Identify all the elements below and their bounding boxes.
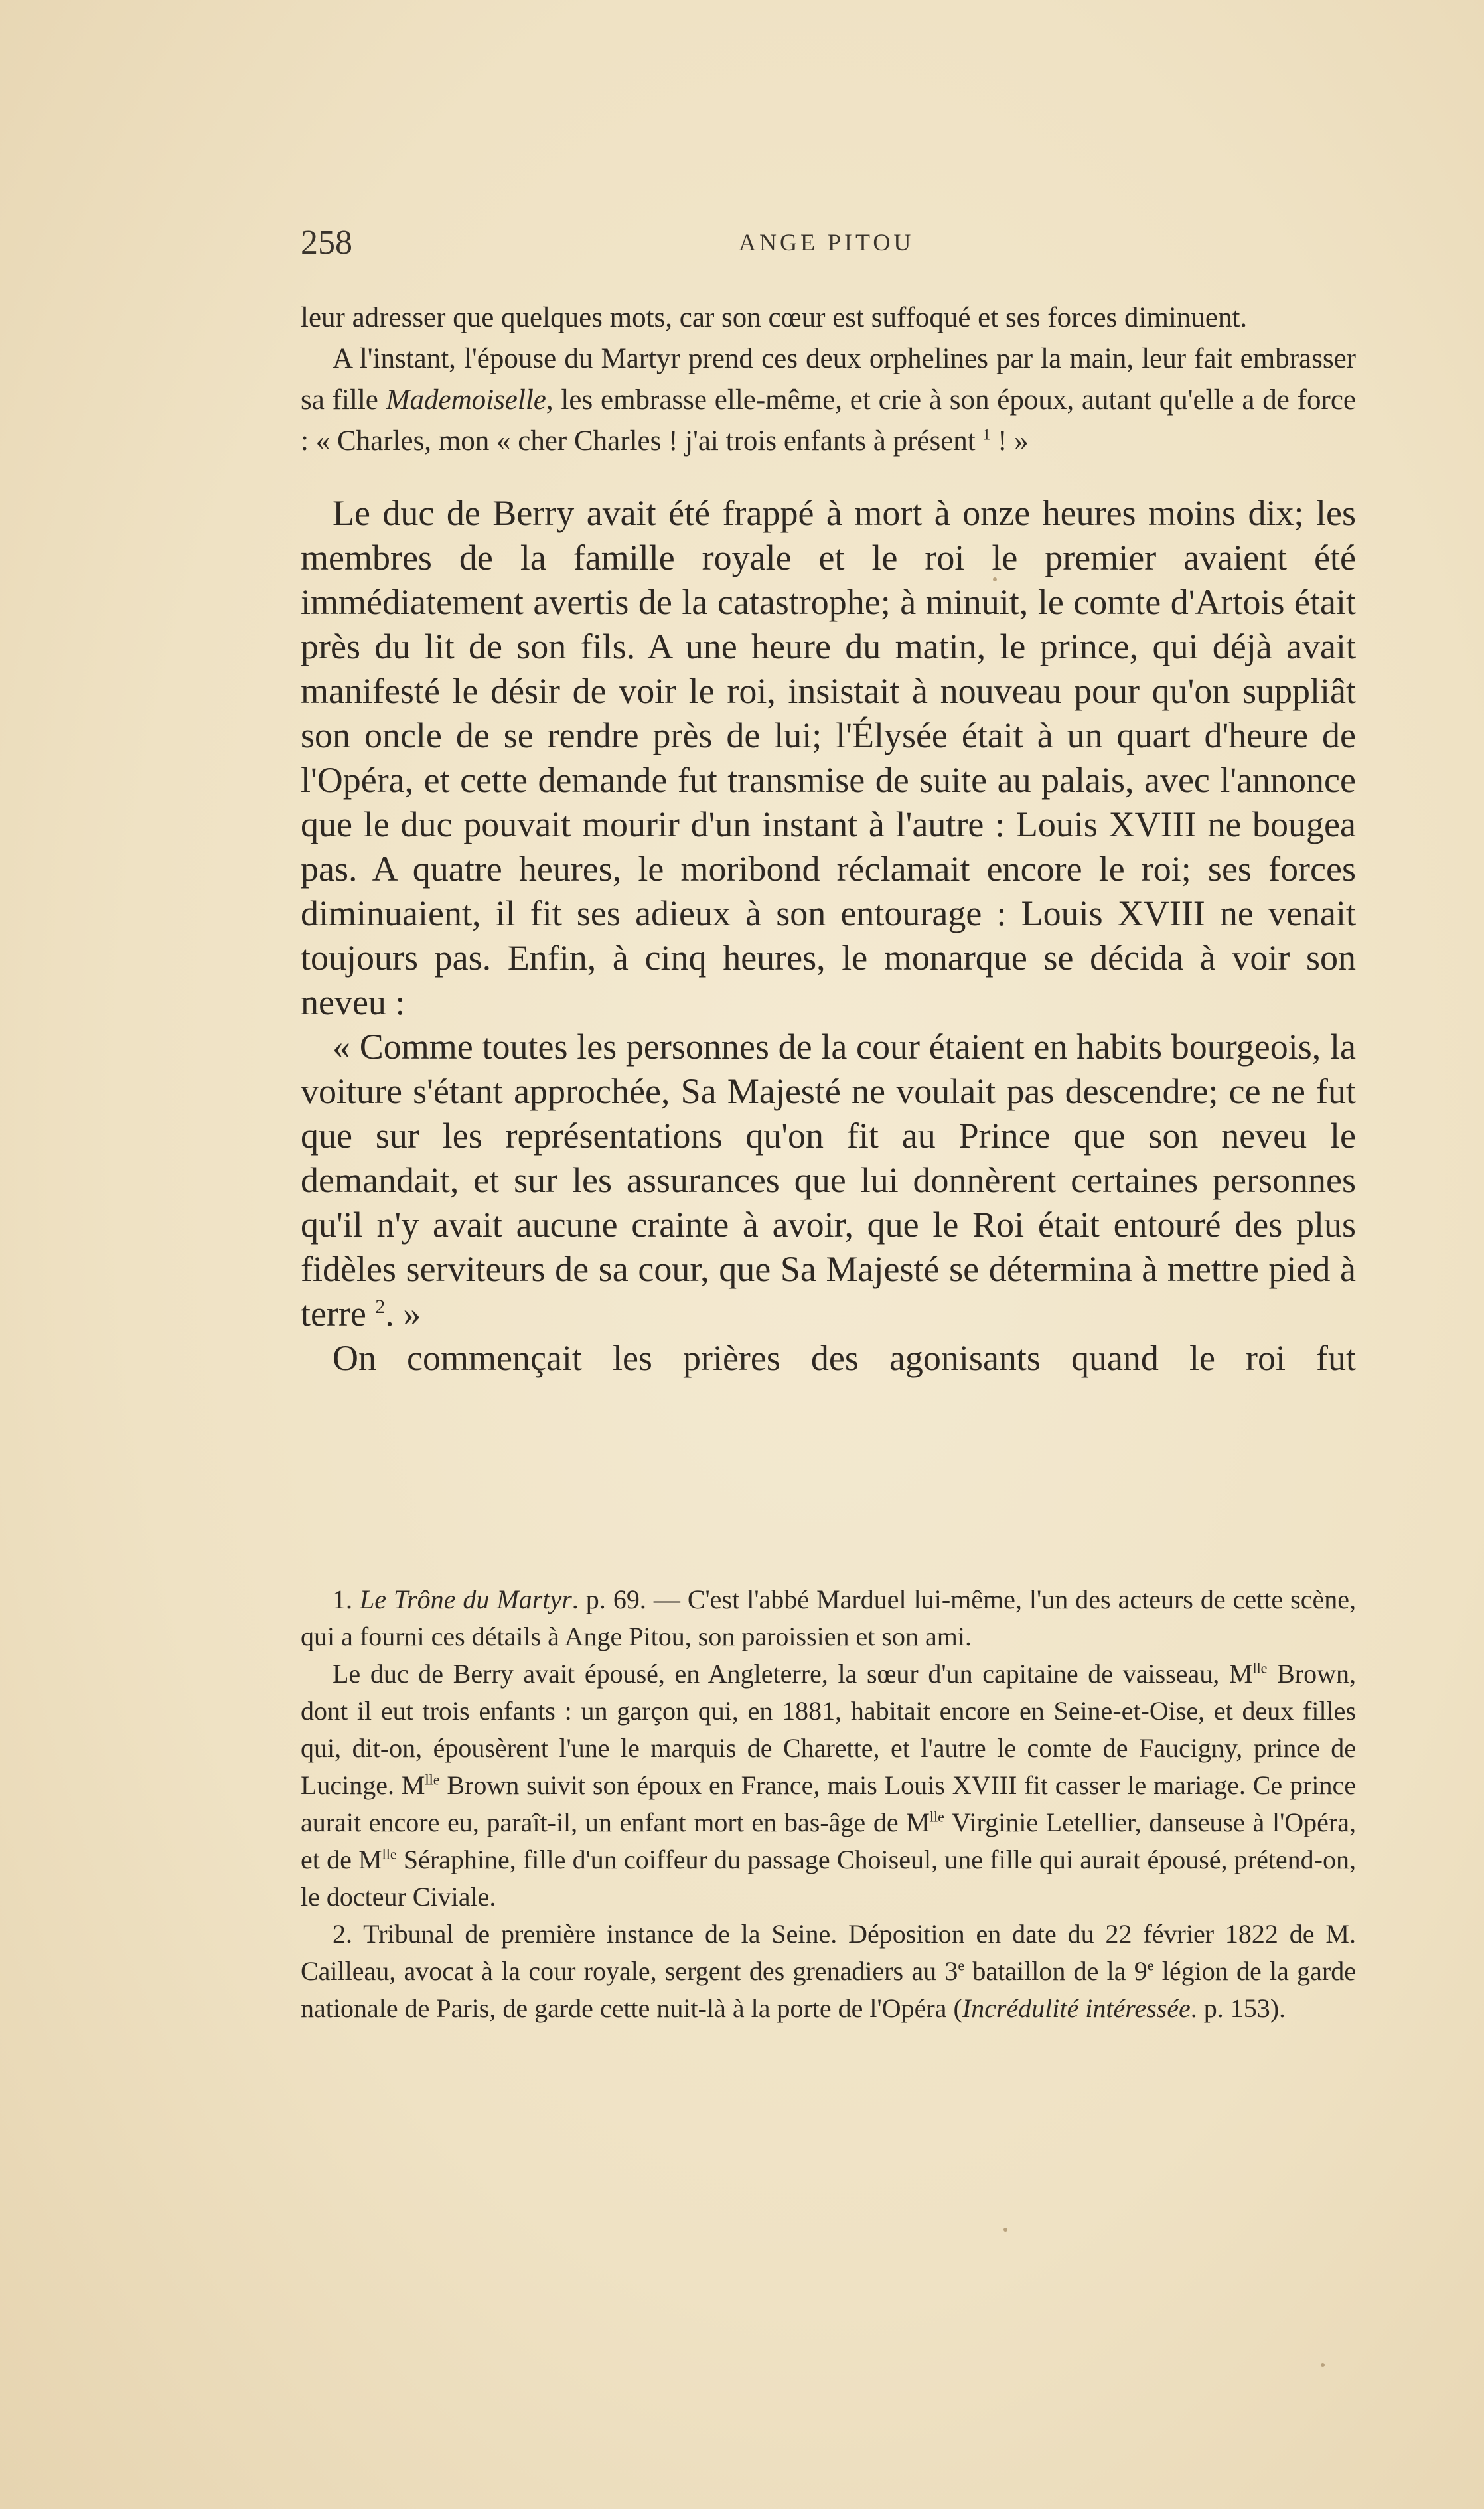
footnotes bbox=[301, 1581, 1356, 2027]
paragraph-1: leur adresser que quelques mots, car son cœur est suffoqué et ses forces diminuent. bbox=[301, 302, 1248, 333]
main-text bbox=[301, 297, 1356, 1381]
footnote-1: 1. Le Trône du Martyr. p. 69. — C'est l'abbé Marduel lui-même, l'un des acteurs de cette scène, qui a fourni ces détails à Ange Pitou, son paroissien et son ami. bbox=[301, 1584, 1356, 1651]
italic-title: Mademoiselle bbox=[386, 384, 546, 416]
footnote-ref-1: 1 bbox=[982, 426, 991, 444]
paper-speck bbox=[1321, 2363, 1325, 2367]
paper-speck bbox=[1003, 2228, 1007, 2232]
footnote-1-continued: Le duc de Berry avait épousé, en Angleterre, la sœur d'un capitaine de vaisseau, $M^{lle}$ Brown, dont il eut trois enfants : un garçon qui, en 1881, habitait encore en Seine-et-Oise, et deux filles qui, dit-on, épousèrent l'une le marquis de Charette, et l'autre le comte de Faucigny, prince de Lucinge. $M^{lle}$ Brown suivit son époux en France, mais Louis XVIII fit casser le mariage. Ce prince aurait encore eu, paraît-il, un enfant mort en bas-âge de $M^{lle}$ Virginie Letellier, danseuse à l'Opéra, et de $M^{lle}$ Séraphine, fille d'un coiffeur du passage Choiseul, une fille qui aurait épousé, prétend-on, le docteur Civiale. bbox=[301, 1659, 1357, 1912]
page-header bbox=[301, 223, 1356, 269]
footnote-ref-2: 2 bbox=[375, 1296, 386, 1318]
paragraph-3: Le duc de Berry avait été frappé à mort à onze heures moins dix; les membres de la famille royale et le roi le premier avaient été immédiatement avertis de la catastrophe; à minuit, le comte d'Artois était près du lit de son fils. A une heure du matin, le prince, qui déjà avait manifesté le désir de voir le roi, insistait à nouveau pour qu'on suppliât son oncle de se rendre près de lui; l'Élysée était à un quart d'heure de l'Opéra, et cette demande fut transmise de suite au palais, avec l'annonce que le duc pouvait mourir d'un instant à l'autre : Louis XVIII ne bougea pas. A quatre heures, le moribond réclamait encore le roi; ses forces diminuaient, il fit ses adieux à son entourage : Louis XVIII ne venait toujours pas. Enfin, à cinq heures, le monarque se décida à voir son neveu : bbox=[301, 493, 1356, 1022]
paper-speck bbox=[993, 577, 997, 581]
paragraph-5: On commençait les prières des agonisants quand le roi fut bbox=[333, 1338, 1356, 1378]
page-number: 258 bbox=[301, 224, 352, 262]
running-title: ANGE PITOU bbox=[739, 229, 915, 256]
paragraph-4-quote: « Comme toutes les personnes de la cour étaient en habits bourgeois, la voiture s'étant approchée, Sa Majesté ne voulait pas descendre; ce ne fut que sur les représentations qu'on fit au Prince que son neveu le demandait, et sur les assurances que lui donnèrent certaines personnes qu'il n'y avait aucune crainte à avoir, que le Roi était entouré des plus fidèles serviteurs de sa cour, que Sa Majesté se détermina à mettre pied à terre $^2$. » bbox=[301, 1027, 1356, 1333]
paragraph-2: A l'instant, l'épouse du Martyr prend ces deux orphelines par la main, leur fait embrasser sa fille Mademoiselle, les embrasse elle-même, et crie à son époux, autant qu'elle a de force : « Charles, mon « cher Charles ! j'ai trois enfants à présent $^1$ ! » bbox=[301, 343, 1356, 457]
footnote-2: 2. Tribunal de première instance de la Seine. Déposition en date du 22 février 1822 de M. Cailleau, avocat à la cour royale, sergent des grenadiers au 3e bataillon de la 9e légion de la garde nationale de Paris, de garde cette nuit-là à la porte de l'Opéra (Incrédulité intéressée. p. 153). bbox=[301, 1919, 1357, 2023]
